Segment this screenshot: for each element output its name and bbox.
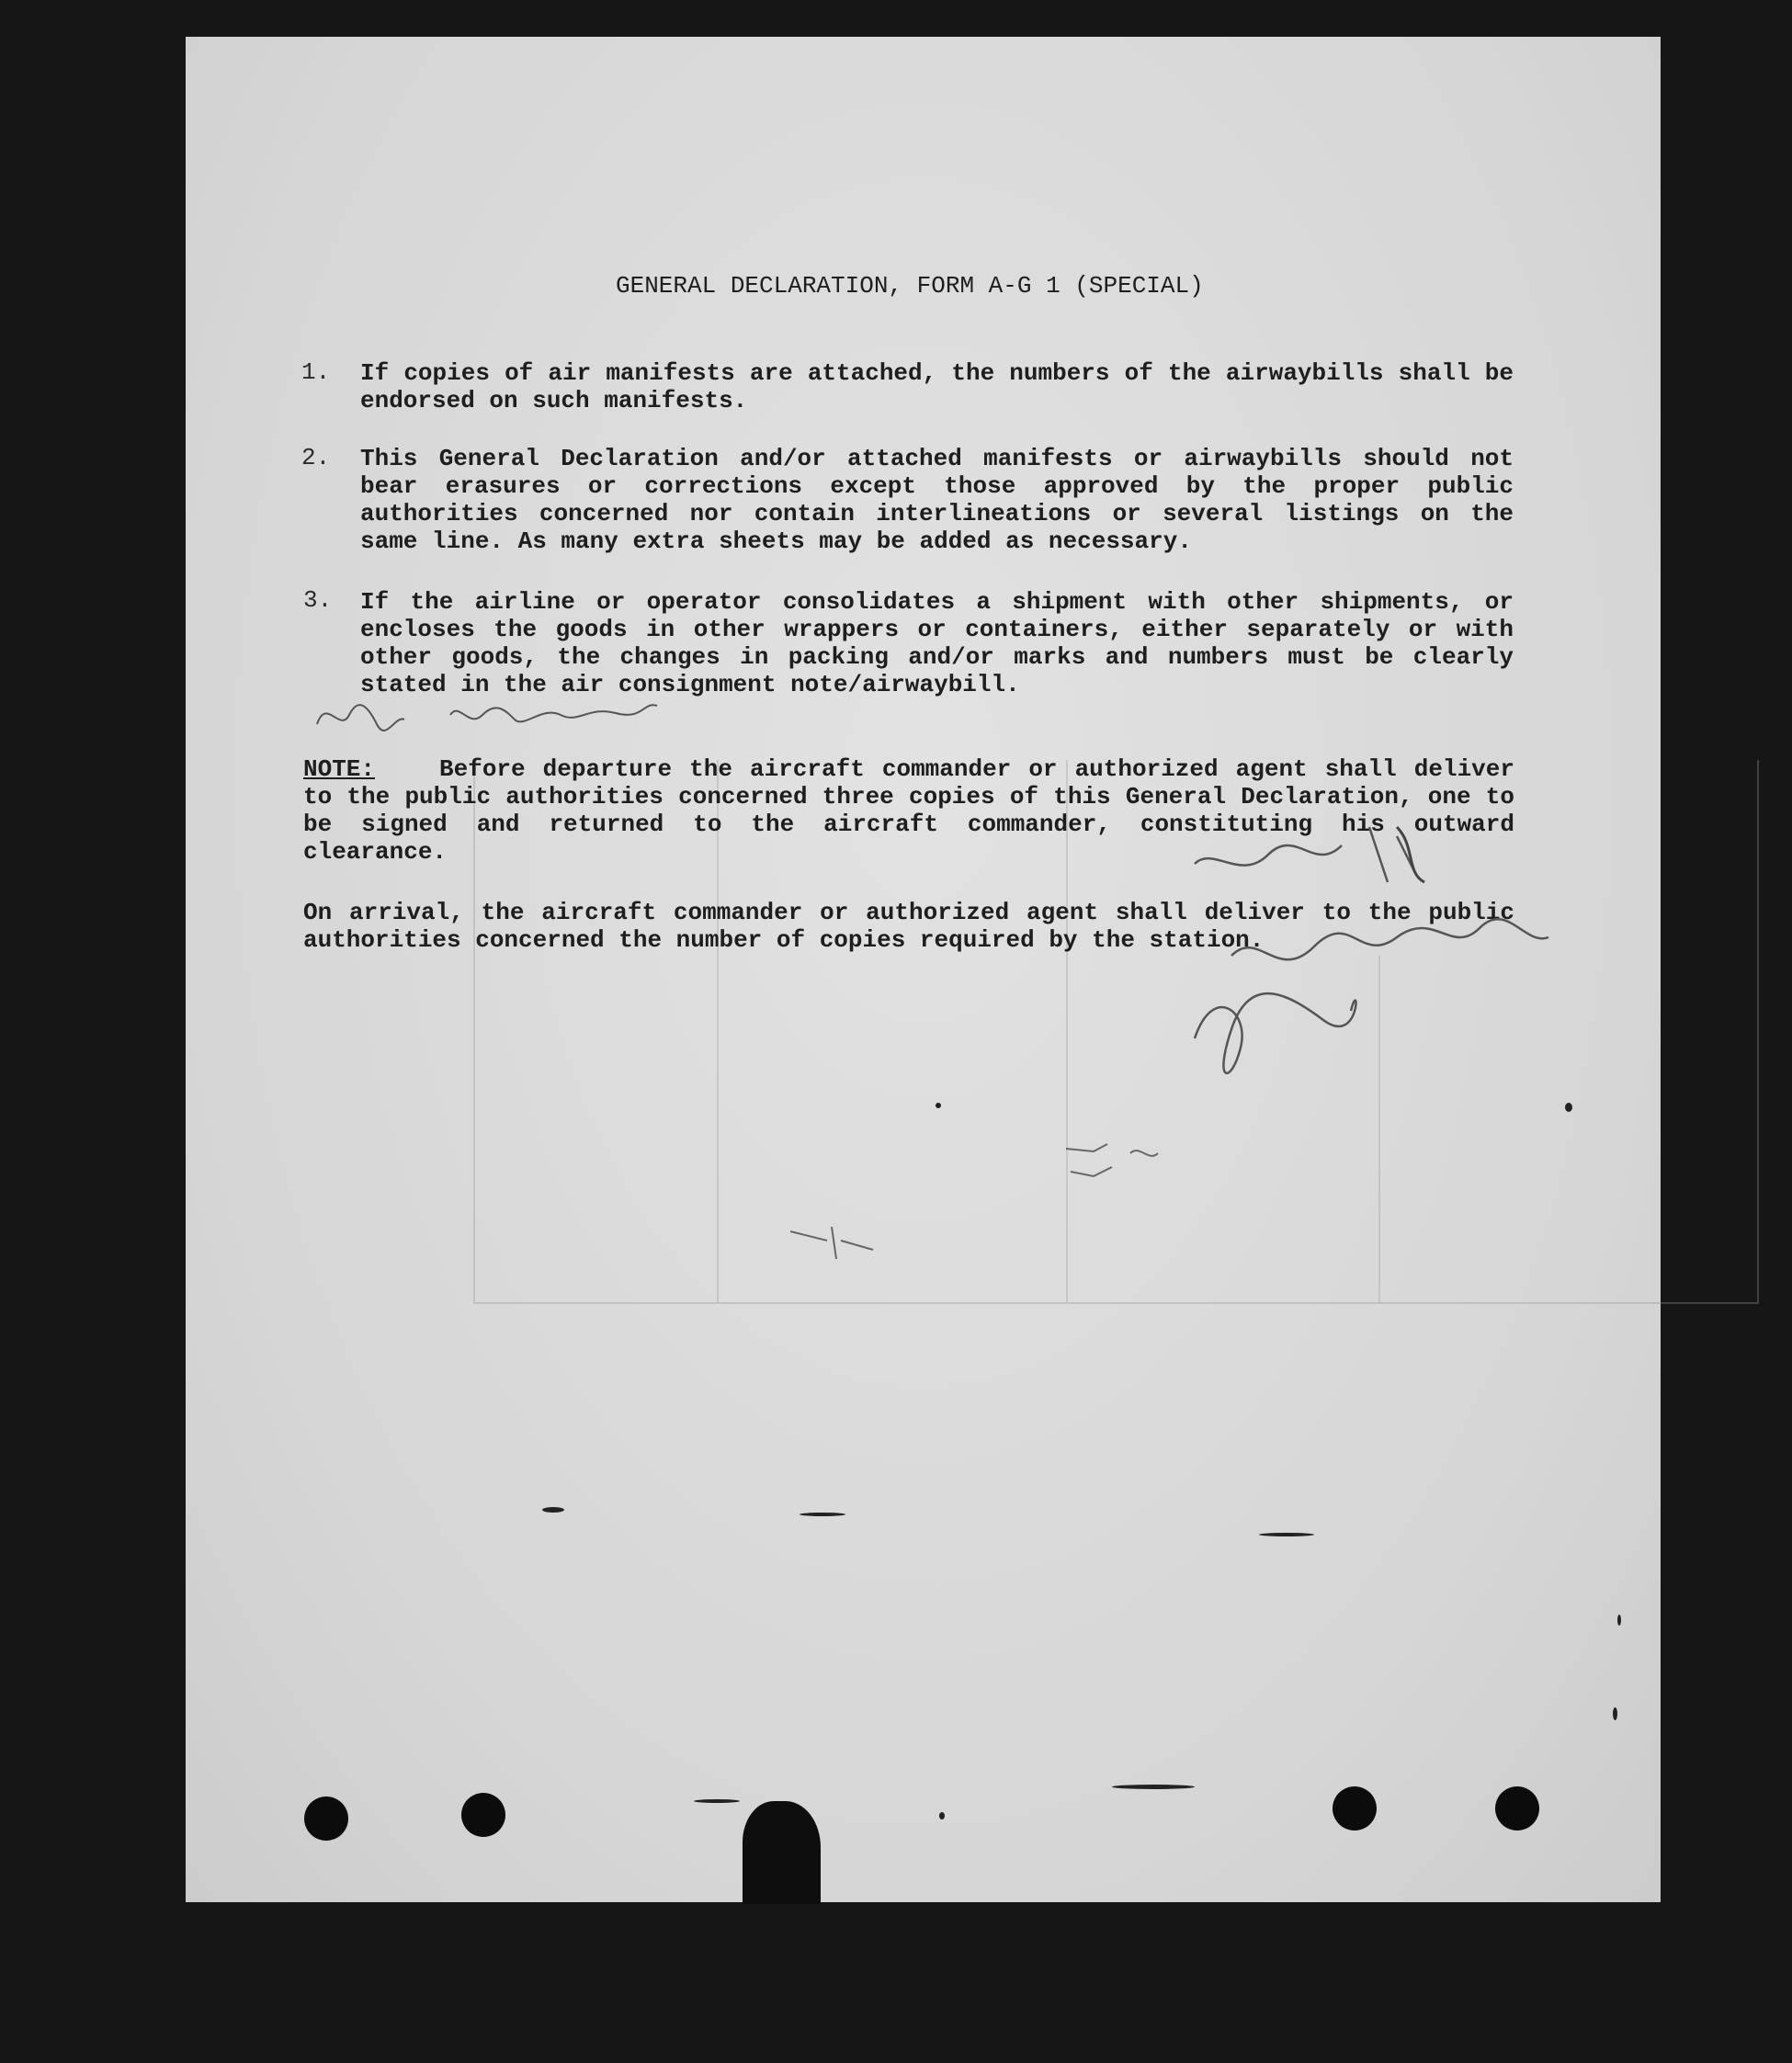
ink-blot [743, 1801, 821, 1904]
item-text: If the airline or operator consolidates a shipment with other shipments, or encloses the goods in other wrappers or containers, either separately or with other goods, the changes in packing and/or marks and numbers must be clearly stated in the air consignment note/airwaybill. [360, 588, 1514, 698]
speck [1613, 1707, 1617, 1720]
note-label: NOTE: [303, 755, 376, 783]
handwriting-signature [1176, 809, 1562, 1121]
item-number: 2. [301, 444, 331, 471]
speck [1259, 1533, 1314, 1536]
handwriting-mark [786, 1222, 887, 1268]
speck [694, 1799, 740, 1803]
punch-hole [461, 1793, 505, 1837]
speck [939, 1812, 945, 1819]
handwriting-scribble [312, 687, 662, 742]
punch-hole [1495, 1786, 1539, 1831]
punch-hole [304, 1797, 348, 1841]
page-title: GENERAL DECLARATION, FORM A-G 1 (SPECIAL) [616, 272, 1204, 300]
speck [800, 1513, 845, 1516]
arrival-paragraph: On arrival, the aircraft commander or authorized agent shall deliver to the public authorities concerned the number of copies required by the station. [303, 899, 1514, 954]
item-text: If copies of air manifests are attached, the numbers of the airwaybills shall be endorsed on such manifests. [360, 359, 1514, 414]
speck [1565, 1103, 1572, 1112]
punch-hole [1333, 1786, 1377, 1831]
speck [1617, 1615, 1621, 1626]
speck [1112, 1785, 1195, 1789]
item-number: 1. [301, 358, 331, 386]
note-text: Before departure the aircraft commander or authorized agent shall deliver to the public authorities concerned three copies of this General Declaration, one to be signed and returned to the aircraft commander, constituting his outward clearance. [303, 755, 1514, 866]
handwriting-marks [1057, 1135, 1185, 1208]
item-text: This General Declaration and/or attached manifests or airwaybills should not bear erasures or corrections except those approved by the proper public authorities concerned nor contain interlineations or several listings on the same line. As many extra sheets may be added as necessary. [360, 445, 1514, 555]
speck [936, 1103, 941, 1108]
item-number: 3. [303, 586, 333, 614]
speck [542, 1507, 564, 1513]
